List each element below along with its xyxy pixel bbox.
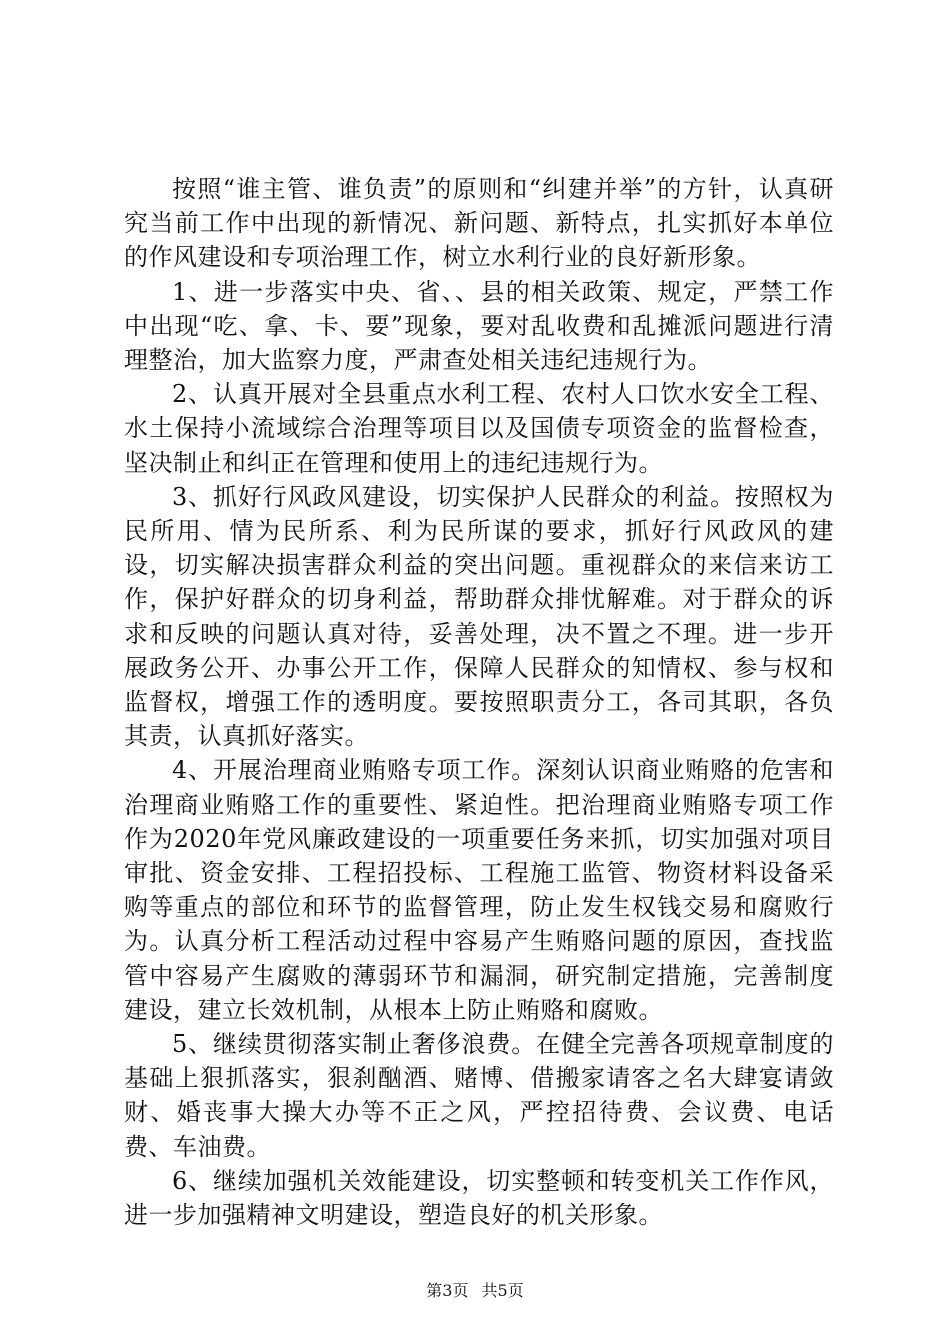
paragraph-item-5: 5、继续贯彻落实制止奢侈浪费。在健全完善各项规章制度的基础上狠抓落实，狠刹酗酒、赌博、借搬家请客之名大肆宴请敛财、婚丧事大操大办等不正之风，严控招待费、会议费、电话费、车油费。 bbox=[124, 1030, 834, 1161]
page-total: 共5页 bbox=[481, 1281, 524, 1300]
paragraph-item-4: 4、开展治理商业贿赂专项工作。深刻认识商业贿赂的危害和治理商业贿赂工作的重要性、紧迫性。把治理商业贿赂专项工作作为2020年党风廉政建设的一项重要任务来抓，切实加强对项目审批、资金安排、工程招投标、工程施工监管、物资材料设备采购等重点的部位和环节的监督管理，防止发生权钱交易和腐败行为。认真分析工程活动过程中容易产生贿赂问题的原因，查找监管中容易产生腐败的薄弱环节和漏洞，研究制定措施，完善制度建设，建立长效机制，从根本上防止贿赂和腐败。 bbox=[124, 756, 834, 1024]
paragraph-item-3: 3、抓好行风政风建设，切实保护人民群众的利益。按照权为民所用、情为民所系、利为民所谋的要求，抓好行风政风的建设，切实解决损害群众利益的突出问题。重视群众的来信来访工作，保护好群众的切身利益，帮助群众排忧解难。对于群众的诉求和反映的问题认真对待，妥善处理，决不置之不理。进一步开展政务公开、办事公开工作，保障人民群众的知情权、参与权和监督权，增强工作的透明度。要按照职责分工，各司其职，各负其责，认真抓好落实。 bbox=[124, 482, 834, 751]
paragraph-item-2: 2、认真开展对全县重点水利工程、农村人口饮水安全工程、水土保持小流域综合治理等项目以及国债专项资金的监督检查，坚决制止和纠正在管理和使用上的违纪违规行为。 bbox=[124, 380, 834, 477]
paragraph-intro: 按照“谁主管、谁负责”的原则和“纠建并举”的方针，认真研究当前工作中出现的新情况、新问题、新特点，扎实抓好本单位的作风建设和专项治理工作，树立水利行业的良好新形象。 bbox=[124, 175, 834, 272]
paragraph-item-6: 6、继续加强机关效能建设，切实整顿和转变机关工作作风，进一步加强精神文明建设，塑造良好的机关形象。 bbox=[124, 1166, 834, 1230]
paragraph-item-1: 1、进一步落实中央、省、、县的相关政策、规定，严禁工作中出现“吃、拿、卡、要”现象，要对乱收费和乱摊派问题进行清理整治，加大监察力度，严肃查处相关违纪违规行为。 bbox=[124, 277, 834, 375]
page-footer bbox=[0, 1278, 950, 1301]
document-body bbox=[124, 172, 834, 1232]
page-number: 第3页 bbox=[426, 1281, 469, 1300]
